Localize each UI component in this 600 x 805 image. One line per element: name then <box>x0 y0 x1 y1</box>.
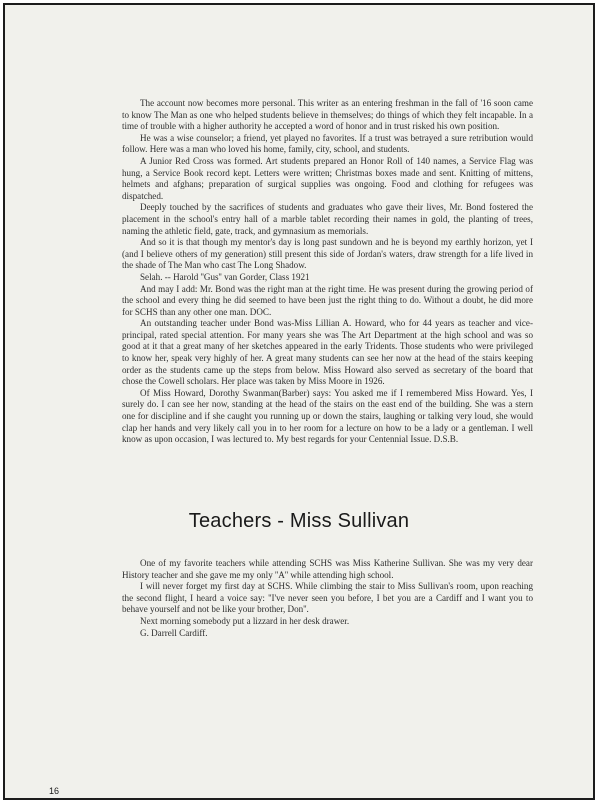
paragraph: Of Miss Howard, Dorothy Swanman(Barber) says: You asked me if I remembered Miss Howard. Yes, I surely do. I can see her now, standing at the head of the stairs on the east end of the building. She was a stern one for discipline and if she caught you running up or down the stairs, laughing or talking very loud, she would clap her hands and very likely call you in to her room for a lecture on how to be a lady or a gentleman. I well know as upon occasion, I was lectured to. My best regards for your Centennial Issue. D.S.B. <box>122 387 533 445</box>
paragraph: The account now becomes more personal. This writer as an entering freshman in the fall of '16 soon came to know The Man as one who helped students believe in themselves; do things of which they felt incapable. In a time of trouble with a higher authority he accepted a word of honor and in trust risked his own position. <box>122 98 533 132</box>
paragraph: Deeply touched by the sacrifices of students and graduates who gave their lives, Mr. Bond fostered the placement in the school's entry hall of a marble tablet recording their names in gold, the planting of trees, naming the athletic field, gate, track, and gymnasium as memorials. <box>122 202 533 236</box>
article-mr-bond <box>122 98 533 446</box>
paragraph: An outstanding teacher under Bond was-Miss Lillian A. Howard, who for 44 years as teacher and vice-principal, rated special attention. For many years she was The Art Department at the high school and was so good at it that a great many of her sketches appeared in the early Tridents. Those students who were privileged to know her, speak very highly of her. A great many students can see her now at the head of the stairs keeping order as the students came up the steps from below. Miss Howard also served as secretary of the board that chose the Cowell scholars. Her place was taken by Miss Moore in 1926. <box>122 318 533 387</box>
signature-line: Selah. -- Harold ''Gus'' van Gorder, Class 1921 <box>140 271 310 282</box>
article-miss-sullivan <box>122 558 533 639</box>
paragraph: A Junior Red Cross was formed. Art students prepared an Honor Roll of 140 names, a Service Flag was hung, a Service Book record kept. Letters were written; Christmas boxes made and sent. Knitting of mittens, helmets and afghans; preparation of surgical supplies was ongoing. Food and clothing for refugees was dispatched. <box>122 155 533 201</box>
paragraph: I will never forget my first day at SCHS. While climbing the stair to Miss Sullivan's room, upon reaching the second flight, I heard a voice say: ''I've never seen you before, I bet you are a Cardiff and I want you to behave yourself and not be like your brother, Don''. <box>122 581 533 615</box>
signature-line: G. Darrell Cardiff. <box>140 627 208 638</box>
paragraph: And may I add: Mr. Bond was the right man at the right time. He was present during the growing period of the school and every thing he did seemed to have been just the right thing to do. Without a doubt, he did more for SCHS than any other one man. DOC. <box>122 283 533 317</box>
page-number: 16 <box>49 786 60 796</box>
paragraph: And so it is that though my mentor's day is long past sundown and he is beyond my earthly horizon, yet I (and I believe others of my generation) still present this side of Jordan's waters, draw strength for a life lived in the shade of The Man who cast The Long Shadow. <box>122 237 533 271</box>
section-heading: Teachers - Miss Sullivan <box>188 510 410 532</box>
paragraph: Next morning somebody put a lizzard in her desk drawer. <box>140 615 350 626</box>
paragraph: One of my favorite teachers while attending SCHS was Miss Katherine Sullivan. She was my very dear History teacher and she gave me my only ''A'' while attending high school. <box>122 558 533 580</box>
book-page <box>3 3 595 800</box>
paragraph: He was a wise counselor; a friend, yet played no favorites. If a trust was betrayed a sure retribution would follow. Here was a man who loved his home, family, city, school, and students. <box>122 132 533 155</box>
